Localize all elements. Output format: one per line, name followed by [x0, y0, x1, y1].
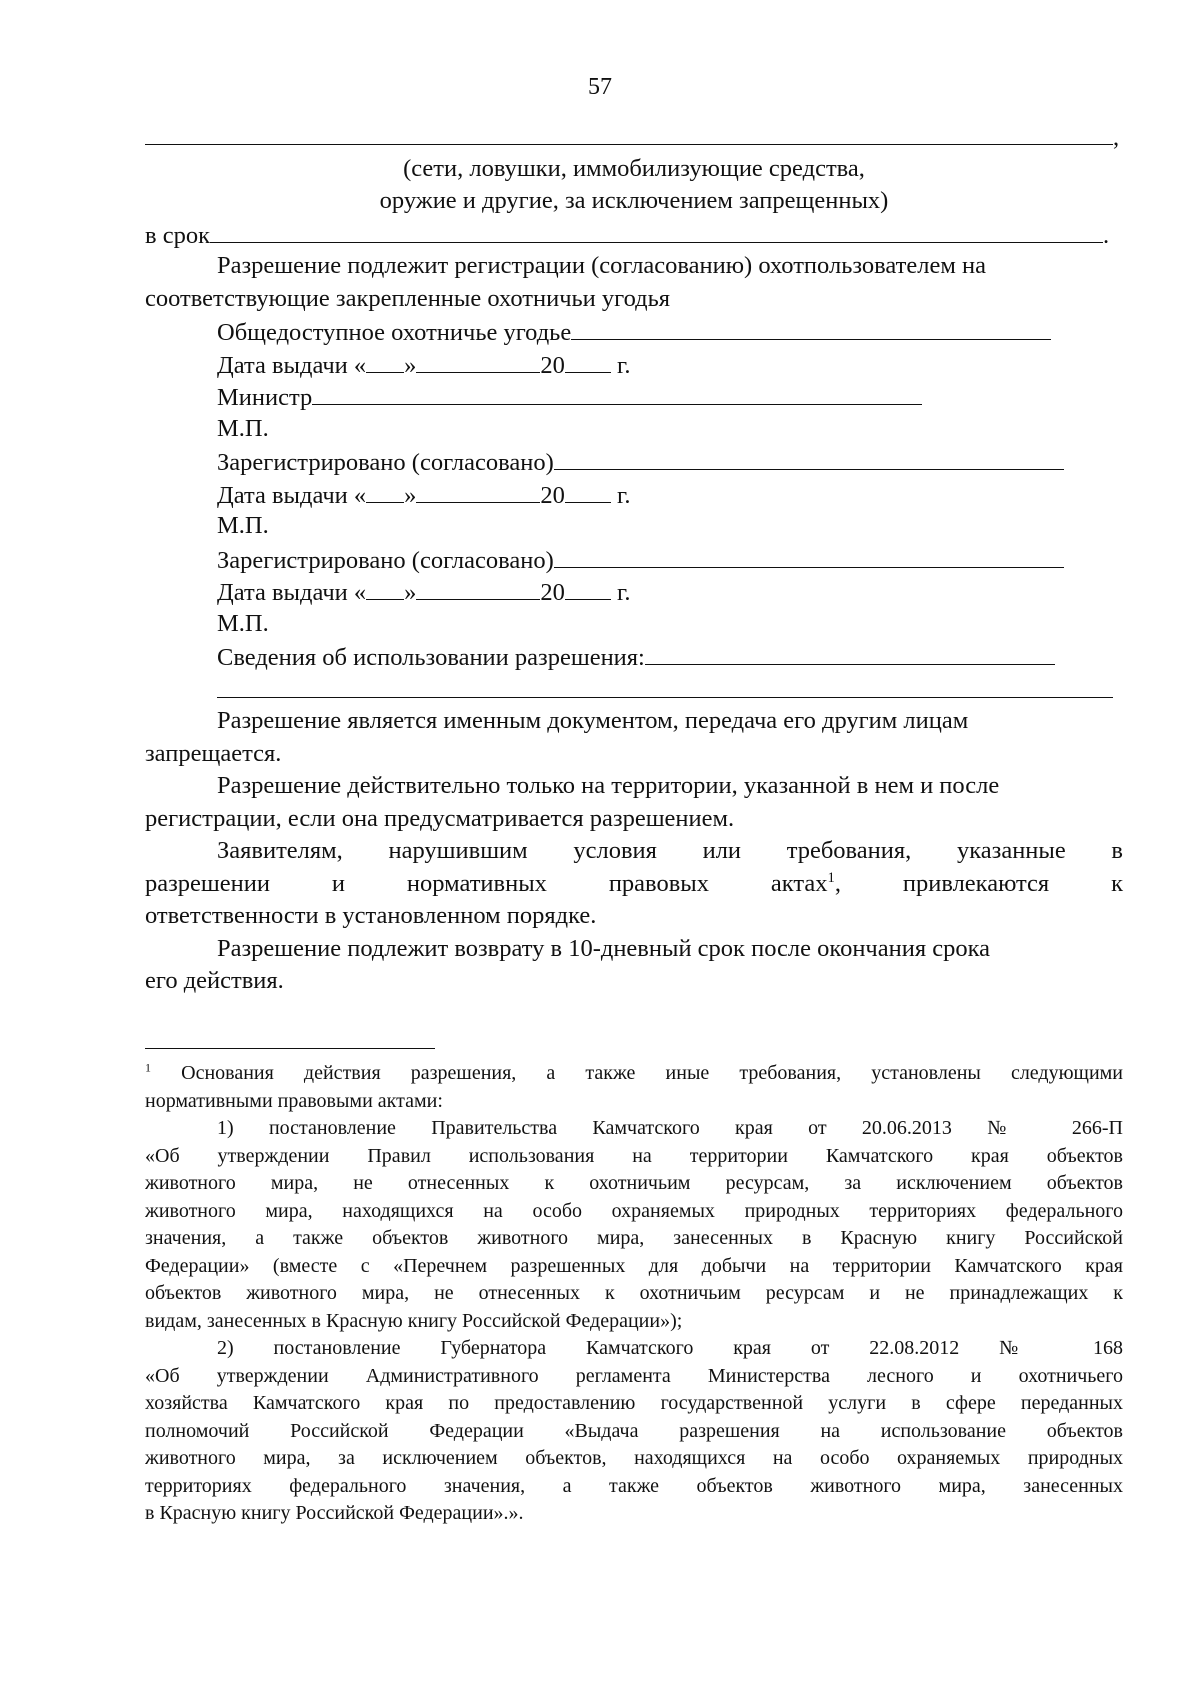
seal-1: М.П.	[217, 414, 269, 442]
means-field-underline	[145, 120, 1113, 145]
seal-2: М.П.	[217, 512, 269, 539]
footnote-line-13: хозяйства Камчатского края по предоставлению государственной услуги в сфере переданных	[145, 1392, 1123, 1414]
named-document-1: Разрешение является именным документом, передача его другим лицам	[217, 707, 969, 734]
issue-date-prefix: Дата выдачи «	[217, 351, 367, 379]
issue-date-mid: »	[404, 351, 417, 379]
minister-label: Министр	[217, 384, 313, 411]
usage-info-line-2	[145, 673, 1123, 706]
footnote-line-16: территориях федерального значения, а также объектов животного мира, занесенных	[145, 1474, 1123, 1497]
violators-2-end: , привлекаются к	[834, 869, 1124, 897]
issue-date-line-1	[145, 348, 1123, 381]
footnote-line-7: значения, а также объектов животного мира, занесенных в Красную книгу Российской	[145, 1227, 1123, 1249]
footnote-line-11: 2) постановление Губернатора Камчатского края от 22.08.2012 № 168	[217, 1337, 1123, 1359]
violators-2	[145, 868, 1123, 901]
year-underline	[565, 575, 611, 600]
day-underline	[366, 348, 404, 373]
issue-date-mid: »	[404, 481, 417, 509]
means-blank-line	[145, 120, 1123, 153]
day-underline	[366, 478, 404, 503]
issue-date-century: 20	[540, 351, 565, 379]
page-number: 57	[588, 74, 612, 100]
day-underline	[366, 575, 404, 600]
footnote-line-10: видам, занесенных в Красную книгу Российской Федерации»);	[145, 1309, 683, 1332]
permit-body	[145, 120, 1123, 998]
footnote-ref: 1	[827, 869, 835, 886]
registered-label: Зарегистрировано (согласовано)	[217, 546, 554, 574]
issue-date-suffix: г.	[617, 481, 631, 509]
usage-info-underline	[645, 640, 1055, 665]
footnote-line-2: нормативными правовыми актами:	[145, 1089, 443, 1112]
issue-date-line-2	[145, 478, 1123, 511]
footnote-line-1	[145, 1060, 1123, 1088]
return-1: Разрешение подлежит возврату в 10-дневный срок после окончания срока	[217, 934, 991, 962]
issue-date-suffix: г.	[617, 579, 631, 606]
footnote-marker: 1	[145, 1060, 151, 1075]
violators-2-text: разрешении и нормативных правовых актах	[145, 869, 828, 897]
registered-label: Зарегистрировано (согласовано)	[217, 449, 554, 476]
footnote-line-17: в Красную книгу Российской Федерации».».	[145, 1502, 524, 1524]
footnote-line-6: животного мира, находящихся на особо охраняемых природных территориях федерального	[145, 1199, 1123, 1222]
term-field-underline	[210, 218, 1103, 243]
territory-2: регистрации, если она предусматривается разрешением.	[145, 804, 735, 832]
issue-date-mid: »	[404, 579, 417, 606]
registered-underline	[554, 445, 1064, 470]
registered-underline	[554, 543, 1064, 568]
usage-info-line	[145, 640, 1123, 673]
year-underline	[565, 348, 611, 373]
footnote-divider	[145, 1048, 435, 1049]
means-caption-2: оружие и другие, за исключением запрещенных)	[379, 187, 889, 214]
term-label: в срок	[145, 221, 210, 249]
usage-info-underline-2	[217, 673, 1113, 698]
registered-line-2	[145, 543, 1123, 576]
issue-date-line-3	[145, 575, 1123, 608]
month-underline	[416, 575, 540, 600]
issue-date-prefix: Дата выдачи «	[217, 579, 367, 606]
month-underline	[416, 478, 540, 503]
issue-date-century: 20	[540, 579, 565, 606]
named-document-2: запрещается.	[145, 739, 282, 767]
means-caption-1: (сети, ловушки, иммобилизующие средства,	[403, 154, 865, 182]
footnote-line-5: животного мира, не отнесенных к охотничьим ресурсам, за исключением объектов	[145, 1172, 1123, 1194]
footnote-line-3: 1) постановление Правительства Камчатского края от 20.06.2013 № 266-П	[217, 1117, 1123, 1139]
month-underline	[416, 348, 540, 373]
footnote	[145, 1060, 1123, 1528]
registration-paragraph-1: Разрешение подлежит регистрации (согласованию) охотпользователем на	[217, 252, 986, 279]
footnote-line-12: «Об утверждении Административного регламента Министерства лесного и охотничьего	[145, 1364, 1123, 1387]
registered-line-1	[145, 445, 1123, 478]
term-end: .	[1102, 221, 1110, 249]
territory-1: Разрешение действительно только на территории, указанной в нем и после	[217, 772, 1000, 799]
violators-1: Заявителям, нарушившим условия или требования, указанные в	[217, 837, 1123, 864]
footnote-line-9: объектов животного мира, не отнесенных к охотничьим ресурсам и не принадлежащих к	[145, 1282, 1123, 1304]
public-ground-underline	[571, 315, 1051, 340]
year-underline	[565, 478, 611, 503]
public-ground-line	[145, 315, 1123, 348]
public-ground-label: Общедоступное охотничье угодье	[217, 319, 572, 346]
means-line-end: ,	[1113, 124, 1120, 151]
minister-underline	[312, 380, 922, 405]
footnote-line-4: «Об утверждении Правил использования на территории Камчатского края объектов	[145, 1144, 1123, 1167]
return-2: его действия.	[145, 967, 284, 994]
footnote-text: Основания действия разрешения, а также иные требования, установлены следующими	[181, 1062, 1123, 1084]
issue-date-prefix: Дата выдачи «	[217, 481, 367, 509]
issue-date-century: 20	[540, 481, 565, 509]
footnote-line-14: полномочий Российской Федерации «Выдача разрешения на использование объектов	[145, 1419, 1123, 1442]
minister-line	[145, 380, 1123, 413]
issue-date-suffix: г.	[617, 351, 631, 379]
footnote-line-8: Федерации» (вместе с «Перечнем разрешенных для добычи на территории Камчатского края	[145, 1254, 1123, 1277]
violators-3: ответственности в установленном порядке.	[145, 902, 597, 929]
registration-paragraph-2: соответствующие закрепленные охотничьи угодья	[145, 284, 671, 312]
footnote-line-15: животного мира, за исключением объектов, находящихся на особо охраняемых природных	[145, 1447, 1123, 1469]
term-line	[145, 218, 1123, 251]
usage-info-label: Сведения об использовании разрешения:	[217, 644, 645, 671]
seal-3: М.П.	[217, 609, 269, 637]
